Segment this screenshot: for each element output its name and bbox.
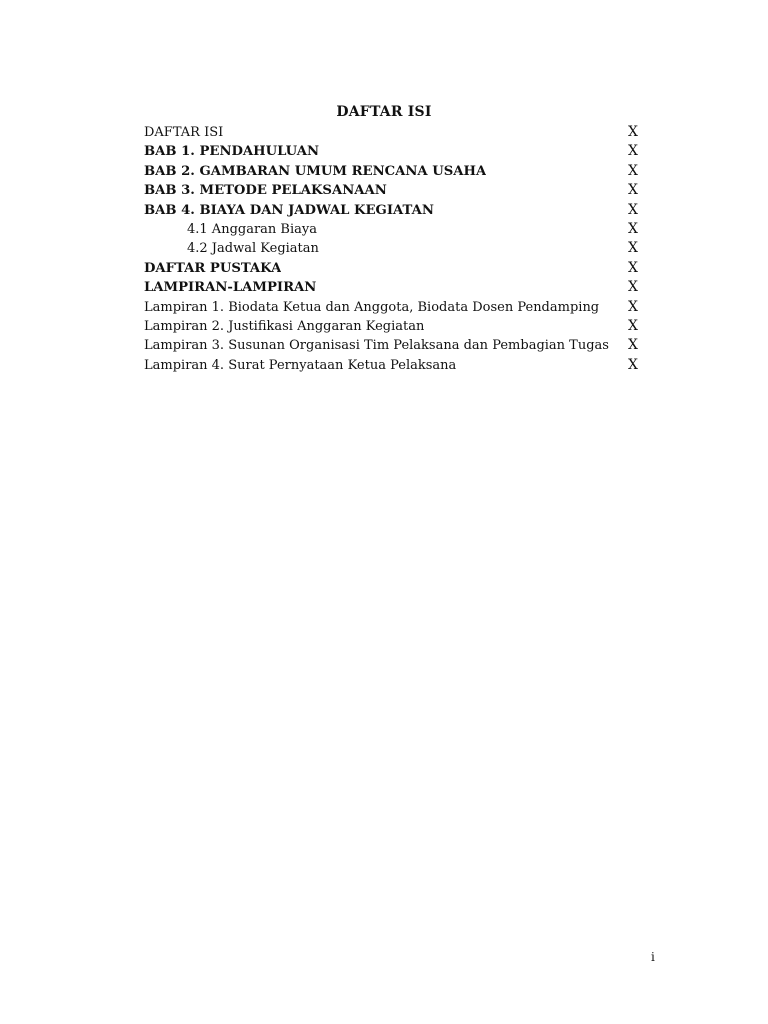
toc-entry-label: 4.2 Jadwal Kegiatan: [187, 241, 319, 257]
toc-entry-page: X: [628, 279, 638, 296]
toc-entry-page: X: [628, 298, 638, 315]
toc-entry-page: X: [628, 201, 638, 218]
toc-entry-label: DAFTAR PUSTAKA: [144, 260, 282, 276]
table-of-contents: [144, 123, 638, 375]
toc-entry-page: X: [628, 337, 638, 354]
toc-entry-page: X: [628, 124, 638, 140]
toc-entry-label: Lampiran 2. Justifikasi Anggaran Kegiatan: [144, 318, 425, 334]
toc-entry-page: X: [628, 220, 638, 237]
toc-entry: [144, 259, 638, 278]
toc-entry: [144, 336, 638, 355]
toc-entry-label: 4.1 Anggaran Biaya: [187, 221, 317, 237]
toc-entry: [144, 162, 638, 181]
toc-entry: [144, 142, 638, 161]
toc-entry-page: X: [628, 356, 638, 373]
toc-entry: [144, 181, 638, 200]
toc-entry: [144, 220, 638, 239]
toc-entry-page: X: [628, 317, 638, 334]
toc-entry-page: X: [628, 182, 638, 199]
toc-entry-page: X: [628, 259, 638, 276]
toc-entry-label: BAB 3. METODE PELAKSANAAN: [144, 183, 387, 199]
toc-entry-label: Lampiran 3. Susunan Organisasi Tim Pelaksana dan Pembagian Tugas: [144, 338, 609, 354]
toc-entry: [144, 356, 638, 375]
toc-entry: [144, 317, 638, 336]
toc-entry-label: LAMPIRAN-LAMPIRAN: [144, 280, 317, 296]
toc-entry: [144, 123, 638, 142]
toc-entry: [144, 298, 638, 317]
toc-entry: [144, 201, 638, 220]
toc-entry-page: X: [628, 162, 638, 179]
toc-entry-label: BAB 4. BIAYA DAN JADWAL KEGIATAN: [144, 202, 434, 218]
toc-entry-page: X: [628, 143, 638, 160]
toc-entry-label: DAFTAR ISI: [144, 125, 224, 140]
page-title: DAFTAR ISI: [336, 104, 432, 120]
toc-entry: [144, 239, 638, 258]
toc-entry-label: Lampiran 1. Biodata Ketua dan Anggota, Biodata Dosen Pendamping: [144, 299, 600, 315]
toc-entry-label: BAB 2. GAMBARAN UMUM RENCANA USAHA: [144, 163, 487, 179]
toc-entry-label: Lampiran 4. Surat Pernyataan Ketua Pelaksana: [144, 357, 457, 373]
page-number: i: [651, 950, 655, 964]
toc-entry-label: BAB 1. PENDAHULUAN: [144, 144, 320, 160]
toc-entry-page: X: [628, 240, 638, 257]
toc-entry: [144, 278, 638, 297]
